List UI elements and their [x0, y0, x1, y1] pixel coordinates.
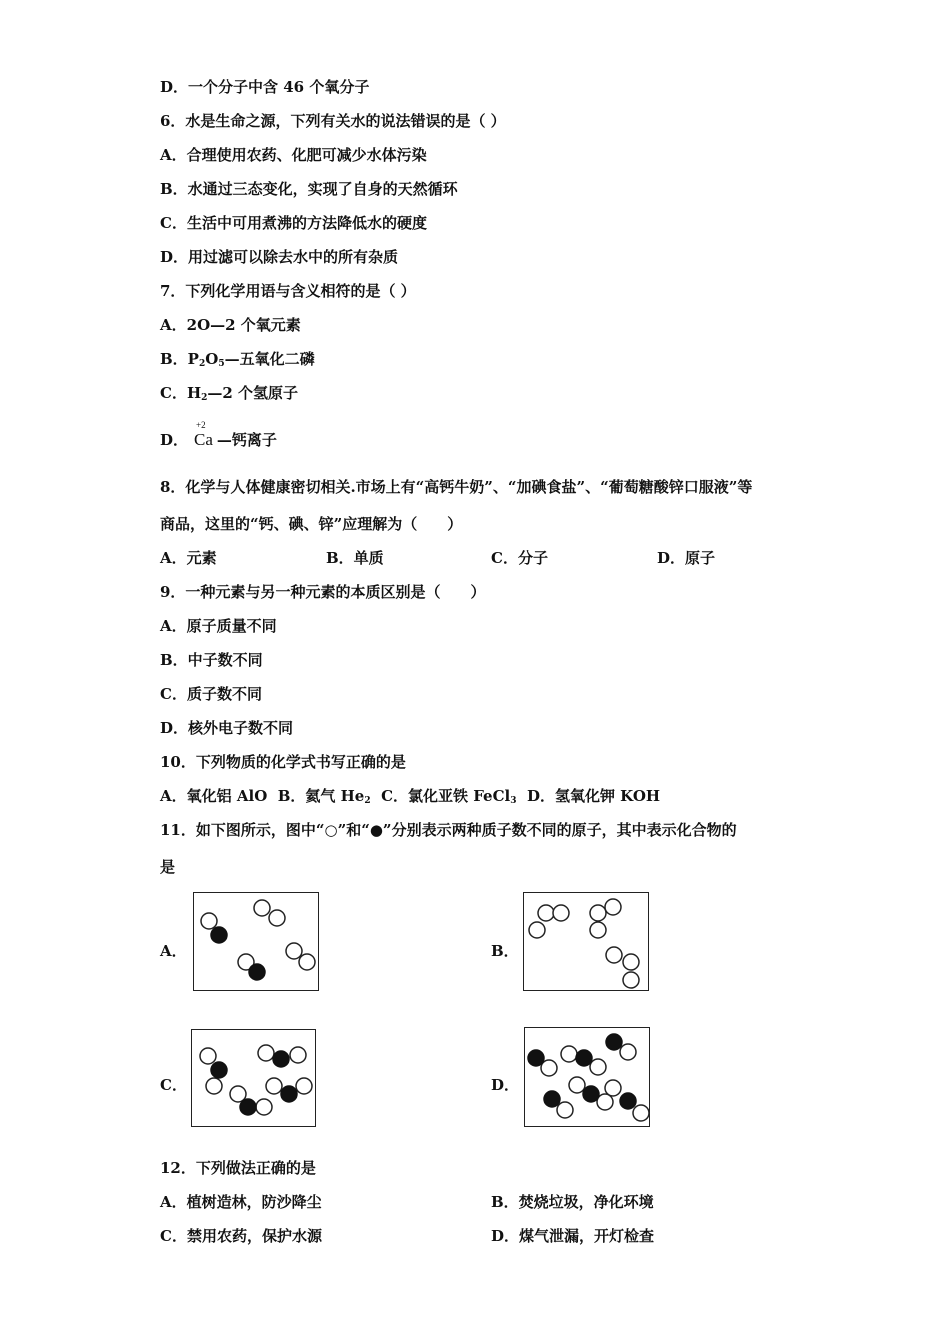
q5-option-d: D．一个分子中含 46 个氧分子: [160, 78, 370, 96]
text: —钙离子: [216, 431, 277, 449]
q7-stem: 7．下列化学用语与含义相符的是（ ）: [160, 282, 416, 300]
subscript: 2: [201, 393, 208, 403]
q11-diagram-d: [524, 1027, 650, 1127]
q7-option-c: [160, 383, 298, 408]
q11-label-a: A．: [160, 942, 187, 960]
charge: +2: [196, 420, 206, 430]
subscript: 2: [198, 359, 206, 369]
q6-option-a: A．合理使用农药、化肥可减少水体污染: [160, 146, 427, 164]
q11-stem-1: 11．如下图所示，图中“○”和“●”分别表示两种质子数不同的原子，其中表示化合物的: [160, 821, 737, 839]
q11-stem-2: 是: [160, 858, 176, 876]
q7-option-b: [160, 349, 315, 374]
q10-option-d: D．氢氧化钾 KOH: [526, 787, 661, 805]
subscript: 2: [364, 796, 371, 806]
q12-option-a: A．植树造林，防沙降尘: [160, 1193, 322, 1211]
q10-option-c: C．氯化亚铁 FeCl: [381, 787, 511, 805]
q10-option-a: A．氧化铝 AlO: [160, 787, 268, 805]
q6-stem: 6．水是生命之源，下列有关水的说法错误的是（ ）: [160, 112, 506, 130]
q9-option-c: C．质子数不同: [160, 685, 262, 703]
q9-option-b: B．中子数不同: [160, 651, 263, 669]
text: D．: [160, 431, 189, 449]
q11-label-d: D．: [491, 1076, 520, 1094]
text: B．P: [160, 350, 199, 368]
q12-option-d: D．煤气泄漏，开灯检查: [491, 1227, 655, 1245]
q10-stem: 10．下列物质的化学式书写正确的是: [160, 753, 406, 771]
q9-option-a: A．原子质量不同: [160, 617, 277, 635]
q12-stem: 12．下列做法正确的是: [160, 1159, 316, 1177]
text: —2 个氢原子: [207, 384, 299, 402]
q8-stem-1: 8．化学与人体健康密切相关.市场上有“高钙牛奶”、“加碘食盐”、“葡萄糖酸锌口服液”等: [160, 478, 753, 496]
q6-option-c: C．生活中可用煮沸的方法降低水的硬度: [160, 214, 427, 232]
q8-option-c: C．分子: [491, 549, 548, 567]
calcium-symbol: [194, 420, 213, 450]
q7-option-d: [160, 420, 277, 450]
q8-option-d: D．原子: [657, 549, 716, 567]
q10-option-b: B．氦气 He: [277, 787, 365, 805]
molecule-diagram-d: [525, 1028, 649, 1126]
q11-diagram-a: [193, 892, 319, 991]
text: —五氧化二磷: [224, 350, 315, 368]
subscript: 3: [510, 796, 517, 806]
q11-diagram-c: [191, 1029, 316, 1127]
q7-option-a: A．2O—2 个氧元素: [160, 316, 301, 334]
q8-option-b: B．单质: [326, 549, 384, 567]
q8-option-a: A．元素: [160, 549, 217, 567]
subscript: 5: [218, 359, 225, 369]
q12-option-b: B．焚烧垃圾，净化环境: [491, 1193, 654, 1211]
q11-diagram-b: [523, 892, 649, 991]
molecule-diagram-a: [194, 893, 318, 990]
q11-label-c: C．: [160, 1076, 187, 1094]
q6-option-d: D．用过滤可以除去水中的所有杂质: [160, 248, 399, 266]
q6-option-b: B．水通过三态变化，实现了自身的天然循环: [160, 180, 458, 198]
q12-option-c: C．禁用农药，保护水源: [160, 1227, 322, 1245]
text: C．H: [160, 384, 202, 402]
q9-option-d: D．核外电子数不同: [160, 719, 294, 737]
q10-options: [160, 786, 660, 811]
molecule-diagram-c: [192, 1030, 315, 1126]
q9-stem: 9．一种元素与另一种元素的本质区别是（ ）: [160, 583, 486, 601]
calcium-text: Ca: [194, 430, 213, 449]
text: O: [205, 350, 219, 368]
q8-stem-2: 商品，这里的“钙、碘、锌”应理解为（ ）: [160, 515, 463, 533]
molecule-diagram-b: [524, 893, 648, 990]
q11-label-b: B．: [491, 942, 519, 960]
